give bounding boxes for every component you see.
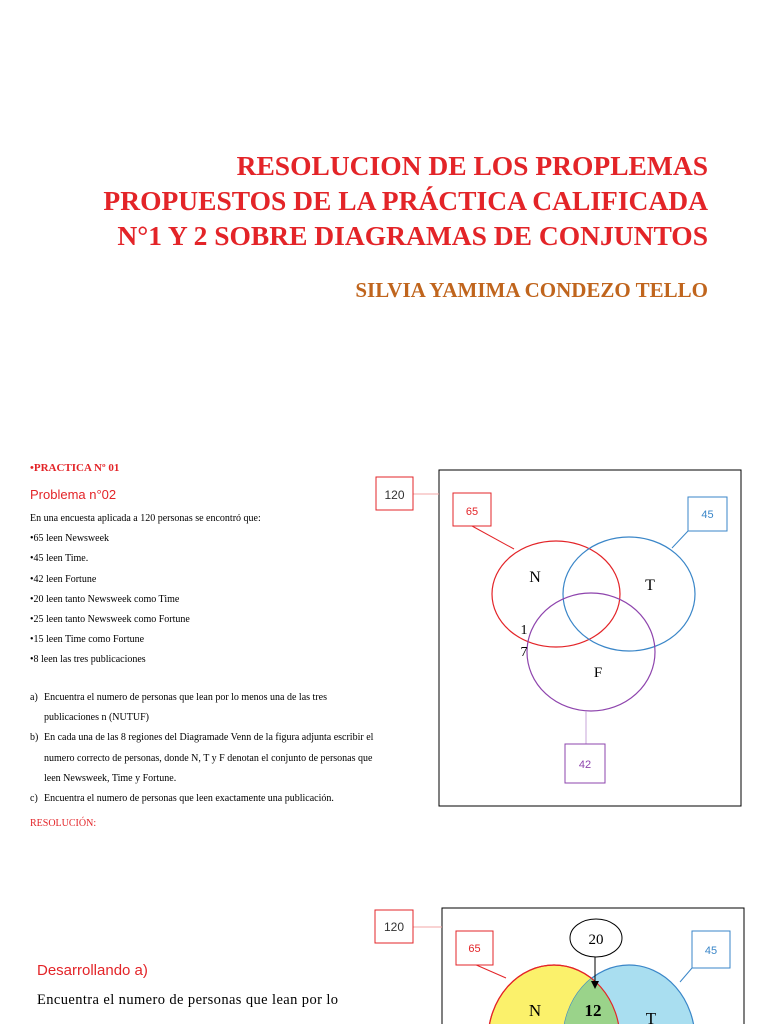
connector-line — [672, 531, 688, 548]
set-t-count: 45 — [701, 509, 714, 521]
question-mark: b) — [30, 732, 39, 744]
connector-line — [474, 964, 506, 978]
set-t-label: T — [645, 1009, 657, 1024]
encuentra-text: Encuentra el numero de personas que lean por lo — [37, 992, 339, 1008]
statement-line: En una encuesta aplicada a 120 personas se encontró que: — [30, 513, 261, 524]
intersection-only-value: 12 — [584, 1001, 602, 1020]
set-t-label: T — [645, 577, 655, 594]
region-digit: 1 — [520, 623, 528, 638]
question-line: leen Newsweek, Time y Fortune. — [44, 772, 177, 784]
set-n-count: 65 — [465, 506, 479, 518]
question-line: numero correcto de personas, donde N, T y F denotan el conjunto de personas que — [44, 752, 373, 764]
venn-diagram-2 — [375, 908, 744, 1024]
set-f-count: 42 — [578, 759, 592, 771]
universe-count: 120 — [384, 488, 405, 502]
title-line-3: N°1 Y 2 SOBRE DIAGRAMAS DE CONJUNTOS — [117, 220, 708, 251]
desarrollando-heading: Desarrollando a) — [37, 962, 148, 979]
question-mark: c) — [30, 793, 38, 805]
title-line-1: RESOLUCION DE LOS PROPLEMAS — [236, 150, 708, 181]
question-line: publicaciones n (NUTUF) — [44, 712, 149, 724]
set-n-label: N — [529, 569, 541, 586]
set-n-count: 65 — [468, 943, 481, 955]
title-line-2: PROPUESTOS DE LA PRÁCTICA CALIFICADA — [103, 185, 708, 216]
connector-line — [472, 526, 514, 549]
resolucion-heading: RESOLUCIÓN: — [30, 818, 97, 829]
author-name: SILVIA YAMIMA CONDEZO TELLO — [355, 278, 708, 302]
universe-count: 120 — [383, 920, 405, 934]
practica-heading: •PRACTICA Nº 01 — [30, 462, 120, 474]
set-n-label: N — [528, 1001, 542, 1020]
statement-line: •42 leen Fortune — [30, 573, 97, 585]
statement-line: •45 leen Time. — [30, 553, 89, 565]
connector-line — [680, 968, 692, 982]
statement-line: •25 leen tanto Newsweek como Fortune — [30, 614, 190, 626]
region-digit: 7 — [520, 645, 528, 660]
question-line: Encuentra el numero de personas que lean por lo menos una de las tres — [44, 692, 327, 703]
problema-heading: Problema n°02 — [30, 487, 117, 502]
question-line: En cada una de las 8 regiones del Diagramade Venn de la figura adjunta escribir el — [44, 732, 374, 744]
question-line: Encuentra el numero de personas que leen exactamente una publicación. — [44, 793, 334, 805]
set-t-count: 45 — [704, 945, 718, 957]
statement-line: •8 leen las tres publicaciones — [30, 654, 146, 666]
intersection-count: 20 — [588, 932, 604, 948]
venn-diagram-1 — [376, 470, 741, 806]
question-mark: a) — [30, 692, 38, 703]
set-f-circle — [527, 593, 655, 711]
statement-line: •20 leen tanto Newsweek como Time — [30, 593, 180, 605]
statement-line: •15 leen Time como Fortune — [30, 634, 145, 646]
statement-line: •65 leen Newsweek — [30, 533, 110, 545]
set-f-label: F — [593, 665, 603, 681]
